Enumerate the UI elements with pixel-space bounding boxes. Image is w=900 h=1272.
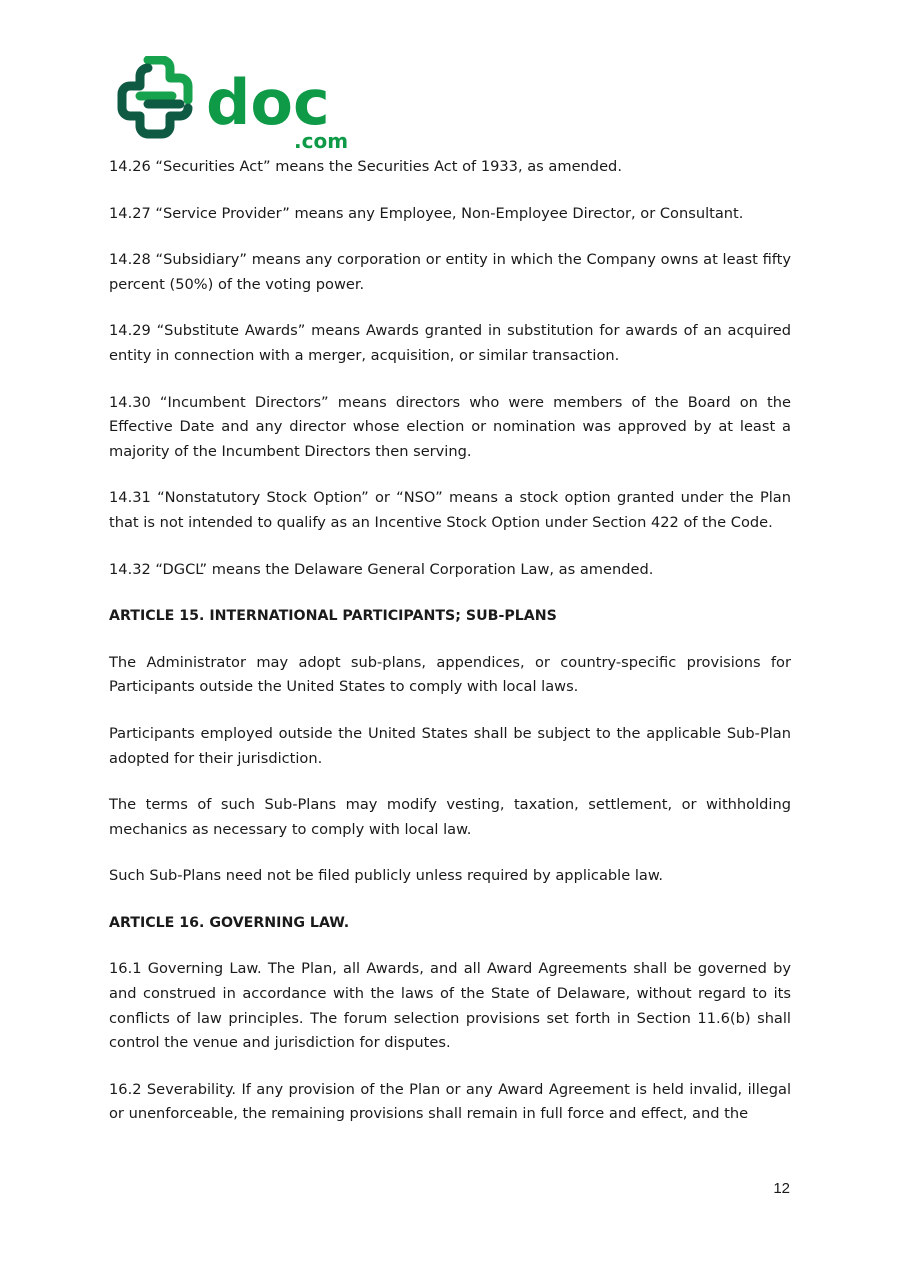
definition-14-31: 14.31 “Nonstatutory Stock Option” or “NSO” means a stock option granted under the Plan that is not intended to qualify as an Incentive Stock Option under Section 422 of the Code.	[109, 489, 791, 531]
definition-14-27: 14.27 “Service Provider” means any Employee, Non-Employee Director, or Consultant.	[109, 204, 744, 222]
article-15-paragraph: Participants employed outside the United States shall be subject to the applicable Sub-Plan adopted for their jurisdiction.	[109, 724, 791, 767]
article-15-paragraph: The Administrator may adopt sub-plans, appendices, or country-specific provisions for Participants outside the United States to comply with local laws.	[109, 653, 791, 696]
plus-cross-logo-icon	[114, 56, 364, 152]
definition-14-29: 14.29 “Substitute Awards” means Awards granted in substitution for awards of an acquired entity in connection with a merger, acquisition, or similar transaction.	[109, 322, 791, 364]
logo-brand-text: doc	[206, 66, 330, 139]
logo-suffix-text: .com	[294, 129, 349, 152]
article-15-paragraph: The terms of such Sub-Plans may modify vesting, taxation, settlement, or withholding mechanics as necessary to comply with local law.	[109, 796, 791, 838]
article-15-heading: ARTICLE 15. INTERNATIONAL PARTICIPANTS; SUB-PLANS	[109, 608, 557, 625]
section-16-2-severability: 16.2 Severability. If any provision of the Plan or any Award Agreement is held invalid, illegal or unenforceable, the remaining provisions shall remain in full force and effect, and the	[109, 1080, 791, 1123]
page-number: 12	[773, 1180, 790, 1197]
section-16-1-governing-law: 16.1 Governing Law. The Plan, all Awards, and all Award Agreements shall be governed by and construed in accordance with the laws of the State of Delaware, without regard to its conflicts of law principles. The forum selection provisions set forth in Section 11.6(b) shall control the venue and jurisdiction for disputes.	[109, 960, 791, 1052]
definition-14-26: 14.26 “Securities Act” means the Securities Act of 1933, as amended.	[109, 158, 622, 175]
article-15-paragraph: Such Sub-Plans need not be filed publicly unless required by applicable law.	[109, 867, 664, 885]
definition-14-30: 14.30 “Incumbent Directors” means directors who were members of the Board on the Effective Date and any director whose election or nomination was approved by at least a majority of the Incumbent Directors then serving.	[109, 393, 791, 460]
doc-com-logo	[114, 56, 364, 152]
definition-14-28: 14.28 “Subsidiary” means any corporation or entity in which the Company owns at least fifty percent (50%) of the voting power.	[109, 251, 791, 293]
document-body	[109, 155, 791, 1149]
article-16-heading: ARTICLE 16. GOVERNING LAW.	[109, 914, 350, 931]
definition-14-32: 14.32 “DGCL” means the Delaware General Corporation Law, as amended.	[109, 560, 654, 578]
